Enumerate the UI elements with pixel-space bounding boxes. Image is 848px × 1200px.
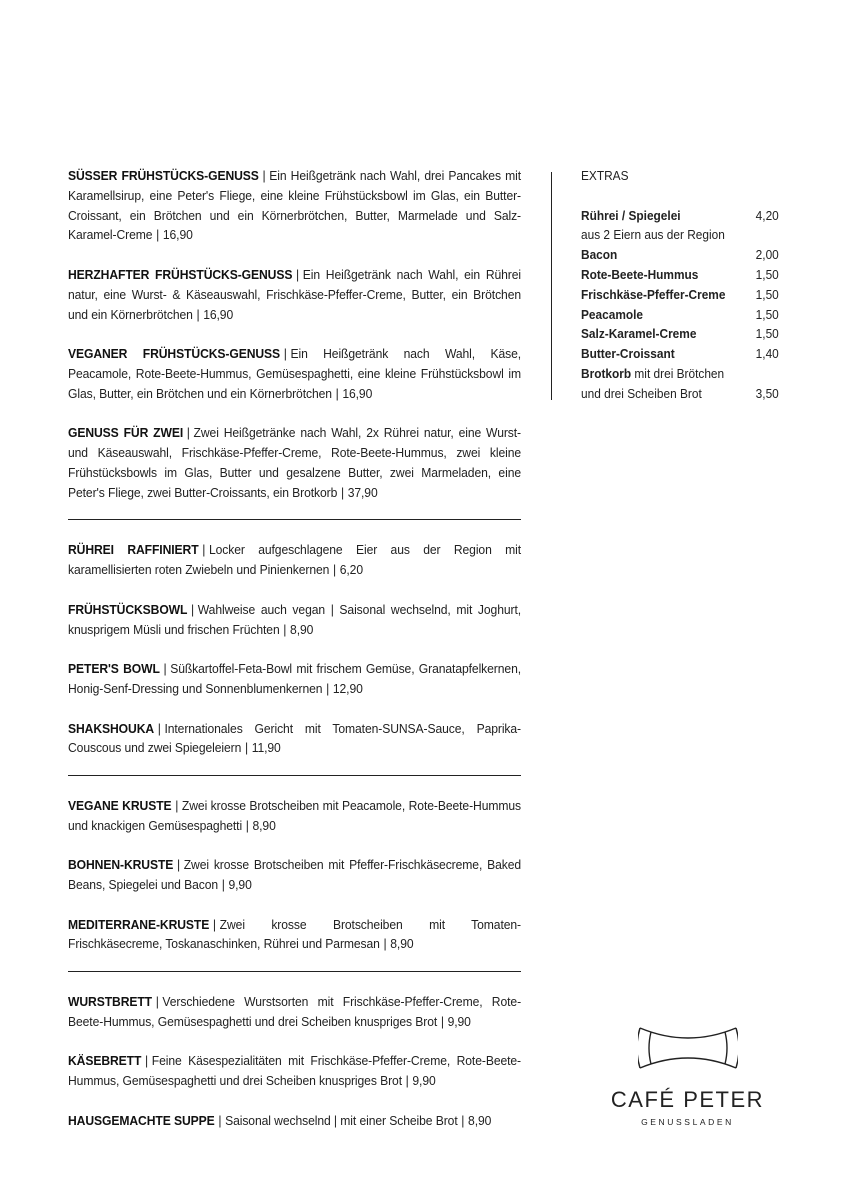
extras-item-note: aus 2 Eiern aus der Region — [581, 227, 725, 243]
extras-panel — [581, 166, 779, 404]
extras-item-note: und drei Scheiben Brot — [581, 385, 702, 401]
bow-tie-icon — [638, 1024, 738, 1072]
menu-item — [68, 915, 521, 955]
separator: | — [340, 484, 345, 500]
menu-item-desc: Ein Heißgetränk nach Wahl, Käse, Peacamole, Rote-Beete-Hummus, Gemüsespaghetti, eine kleine Frühstücksbowl im Glas, Butter, ein Brötchen und ein Körnerbrötchen — [68, 346, 522, 401]
menu-item — [68, 719, 521, 759]
separator: | — [405, 1073, 409, 1089]
extras-row — [581, 384, 779, 404]
extras-item-name: Brotkorb — [581, 365, 632, 381]
extras-item-name: Peacamole — [581, 306, 644, 322]
menu-item — [68, 600, 521, 640]
separator: | — [191, 601, 195, 617]
separator: | — [176, 857, 181, 873]
extras-row — [581, 344, 779, 364]
menu-item — [68, 423, 521, 502]
extras-item-name: Frischkäse-Pfeffer-Creme — [581, 286, 726, 302]
extras-item-price: 1,50 — [755, 286, 779, 302]
menu-item — [68, 166, 521, 245]
separator: | — [175, 797, 179, 813]
menu-item — [68, 796, 521, 836]
menu-item-price: 9,90 — [412, 1073, 436, 1089]
separator: | — [332, 562, 337, 578]
separator: | — [218, 1112, 222, 1128]
extras-item-price: 4,20 — [755, 207, 779, 223]
menu-item-name: SÜSSER FRÜHSTÜCKS-GENUSS — [68, 168, 259, 183]
menu-item-name: HERZHAFTER FRÜHSTÜCKS-GENUSS — [68, 266, 293, 282]
menu-list — [68, 166, 521, 1150]
extras-row — [581, 245, 779, 265]
menu-item-price: 8,90 — [290, 621, 314, 637]
menu-item — [68, 1051, 521, 1091]
separator: | — [186, 425, 190, 441]
menu-item-price: 8,90 — [252, 817, 276, 833]
extras-item-name: Salz-Karamel-Creme — [581, 326, 697, 342]
menu-item-desc: Süßkartoffel-Feta-Bowl mit frischem Gemüse, Granatapfelkernen, Honig-Senf-Dressing und Sonnenblumenkernen — [68, 661, 522, 696]
separator: | — [157, 720, 161, 736]
separator: | — [155, 994, 159, 1010]
extras-row — [581, 305, 779, 325]
menu-item-name: HAUSGEMACHTE SUPPE — [68, 1112, 215, 1128]
menu-item — [68, 265, 521, 324]
separator: | — [196, 306, 200, 322]
separator: | — [335, 385, 339, 401]
separator: | — [283, 621, 287, 637]
menu-item — [68, 659, 521, 699]
menu-item-price: 11,90 — [251, 740, 281, 756]
extras-item-price: 1,50 — [755, 266, 779, 282]
menu-item-desc: Internationales Gericht mit Tomaten-SUNSA-Sauce, Paprika-Couscous und zwei Spiegeleiern — [68, 720, 522, 756]
menu-item — [68, 540, 521, 580]
extras-row — [581, 364, 779, 384]
menu-item — [68, 855, 521, 895]
brand-name: CAFÉ PETER — [610, 1087, 765, 1112]
separator: | — [221, 877, 225, 893]
menu-item-desc: Zwei krosse Brotscheiben mit Pfeffer-Frischkäsecreme, Baked Beans, Spiegelei und Bacon — [68, 857, 522, 893]
separator: | — [145, 1053, 149, 1069]
extras-item-note: mit drei Brötchen — [634, 365, 725, 381]
menu-item-name: SHAKSHOUKA — [68, 720, 155, 736]
menu-item-price: 8,90 — [390, 936, 414, 952]
menu-item-price: 9,90 — [228, 877, 252, 893]
menu-item-price: 16,90 — [162, 227, 193, 243]
menu-item — [68, 344, 521, 403]
menu-item-desc: Verschiedene Wurstsorten mit Frischkäse-Pfeffer-Creme, Rote-Beete-Hummus, Gemüsespaghetti und drei Scheiben knuspriges Brot — [68, 994, 522, 1029]
section-divider — [68, 519, 521, 520]
menu-item-desc: Zwei Heißgetränke nach Wahl, 2x Rührei natur, eine Wurst- und Käseauswahl, Frischkäse-Pfeffer-Creme, Rote-Beete-Hummus, zwei kleine Frühstücksbowls im Glas, Butter und gesalzene Butter, zwei Marmeladen, eine Peter's Fliege, zwei Butter-Croissants, ein Brotkorb — [68, 425, 522, 500]
menu-item-name: WURSTBRETT — [68, 994, 153, 1010]
extras-item-price: 1,40 — [755, 346, 779, 362]
menu-item-desc: Feine Käsespezialitäten mit Frischkäse-Pfeffer-Creme, Rote-Beete-Hummus, Gemüsespaghetti und drei Scheiben knuspriges Brot — [68, 1053, 522, 1089]
menu-item-desc: Ein Heißgetränk nach Wahl, drei Pancakes mit Karamellsirup, eine Peter's Fliege, eine kleine Frühstücksbowl im Glas, ein Butter-Croissant, ein Brötchen und ein Körnerbrötchen, Butter, Marmelade und Salz-Karamel-Creme — [68, 168, 522, 243]
menu-item-price: 16,90 — [342, 385, 373, 401]
menu-item-price: 8,90 — [468, 1112, 492, 1128]
extras-item-name: Rührei / Spiegelei — [581, 207, 681, 223]
separator: | — [156, 227, 160, 243]
separator: | — [461, 1112, 465, 1128]
separator: | — [296, 266, 300, 282]
menu-item-price: 9,90 — [447, 1013, 471, 1029]
menu-item-desc: Wahlweise auch vegan | Saisonal wechselnd, mit Joghurt, knusprigem Müsli und frischen Früchten — [68, 601, 522, 637]
separator: | — [212, 916, 216, 932]
menu-item-price: 16,90 — [203, 306, 234, 322]
menu-item-name: GENUSS FÜR ZWEI — [68, 425, 184, 441]
menu-item-name: FRÜHSTÜCKSBOWL — [68, 601, 188, 617]
menu-item-price: 37,90 — [347, 484, 378, 500]
extras-item-price: 1,50 — [755, 306, 779, 322]
separator: | — [163, 661, 167, 677]
extras-item-price: 1,50 — [755, 326, 779, 342]
menu-item-name: RÜHREI RAFFINIERT — [68, 542, 199, 558]
separator: | — [202, 542, 206, 558]
menu-item-name: KÄSEBRETT — [68, 1053, 142, 1069]
menu-item-name: MEDITERRANE-KRUSTE — [68, 916, 210, 932]
extras-title: EXTRAS — [581, 168, 629, 183]
column-divider — [551, 172, 552, 400]
separator: | — [244, 740, 249, 756]
menu-item-price: 6,20 — [339, 562, 363, 578]
extras-row — [581, 225, 779, 245]
separator: | — [440, 1013, 444, 1029]
menu-item-name: VEGANE KRUSTE — [68, 797, 172, 813]
extras-row — [581, 206, 779, 226]
menu-item — [68, 992, 521, 1032]
extras-item-name: Butter-Croissant — [581, 346, 675, 362]
extras-item-price: 2,00 — [755, 247, 779, 263]
menu-item-price: 12,90 — [332, 680, 363, 696]
section-divider — [68, 775, 521, 776]
menu-item-name: BOHNEN-KRUSTE — [68, 857, 174, 873]
extras-row — [581, 265, 779, 285]
menu-item-desc: Locker aufgeschlagene Eier aus der Region mit karamellisierten roten Zwiebeln und Pinienkernen — [68, 542, 522, 578]
menu-item-desc: Saisonal wechselnd | mit einer Scheibe Brot — [225, 1112, 458, 1128]
menu-item-desc: Zwei krosse Brotscheiben mit Peacamole, Rote-Beete-Hummus und knackigen Gemüsespaghetti — [68, 797, 522, 833]
separator: | — [283, 346, 287, 362]
menu-item-name: PETER'S BOWL — [68, 661, 160, 677]
section-divider — [68, 971, 521, 972]
separator: | — [262, 168, 266, 183]
separator: | — [383, 936, 387, 952]
menu-item-name: VEGANER FRÜHSTÜCKS-GENUSS — [68, 346, 281, 362]
menu-item-desc: Ein Heißgetränk nach Wahl, ein Rührei natur, eine Wurst- & Käseauswahl, Frischkäse-Pfeffer-Creme, Butter, ein Brötchen und ein Körnerbrötchen — [68, 266, 522, 322]
extras-item-price: 3,50 — [755, 385, 779, 401]
separator: | — [326, 680, 330, 696]
extras-item-name: Bacon — [581, 247, 618, 263]
brand-logo — [600, 1024, 775, 1134]
extras-item-name: Rote-Beete-Hummus — [581, 266, 699, 282]
extras-row — [581, 285, 779, 305]
menu-item — [68, 1111, 521, 1131]
menu-item-desc: Zwei krosse Brotscheiben mit Tomaten-Frischkäsecreme, Toskanaschinken, Rührei und Parmesan — [68, 916, 522, 952]
brand-subtitle: GENUSSLADEN — [641, 1117, 734, 1127]
separator: | — [245, 817, 249, 833]
extras-row — [581, 324, 779, 344]
